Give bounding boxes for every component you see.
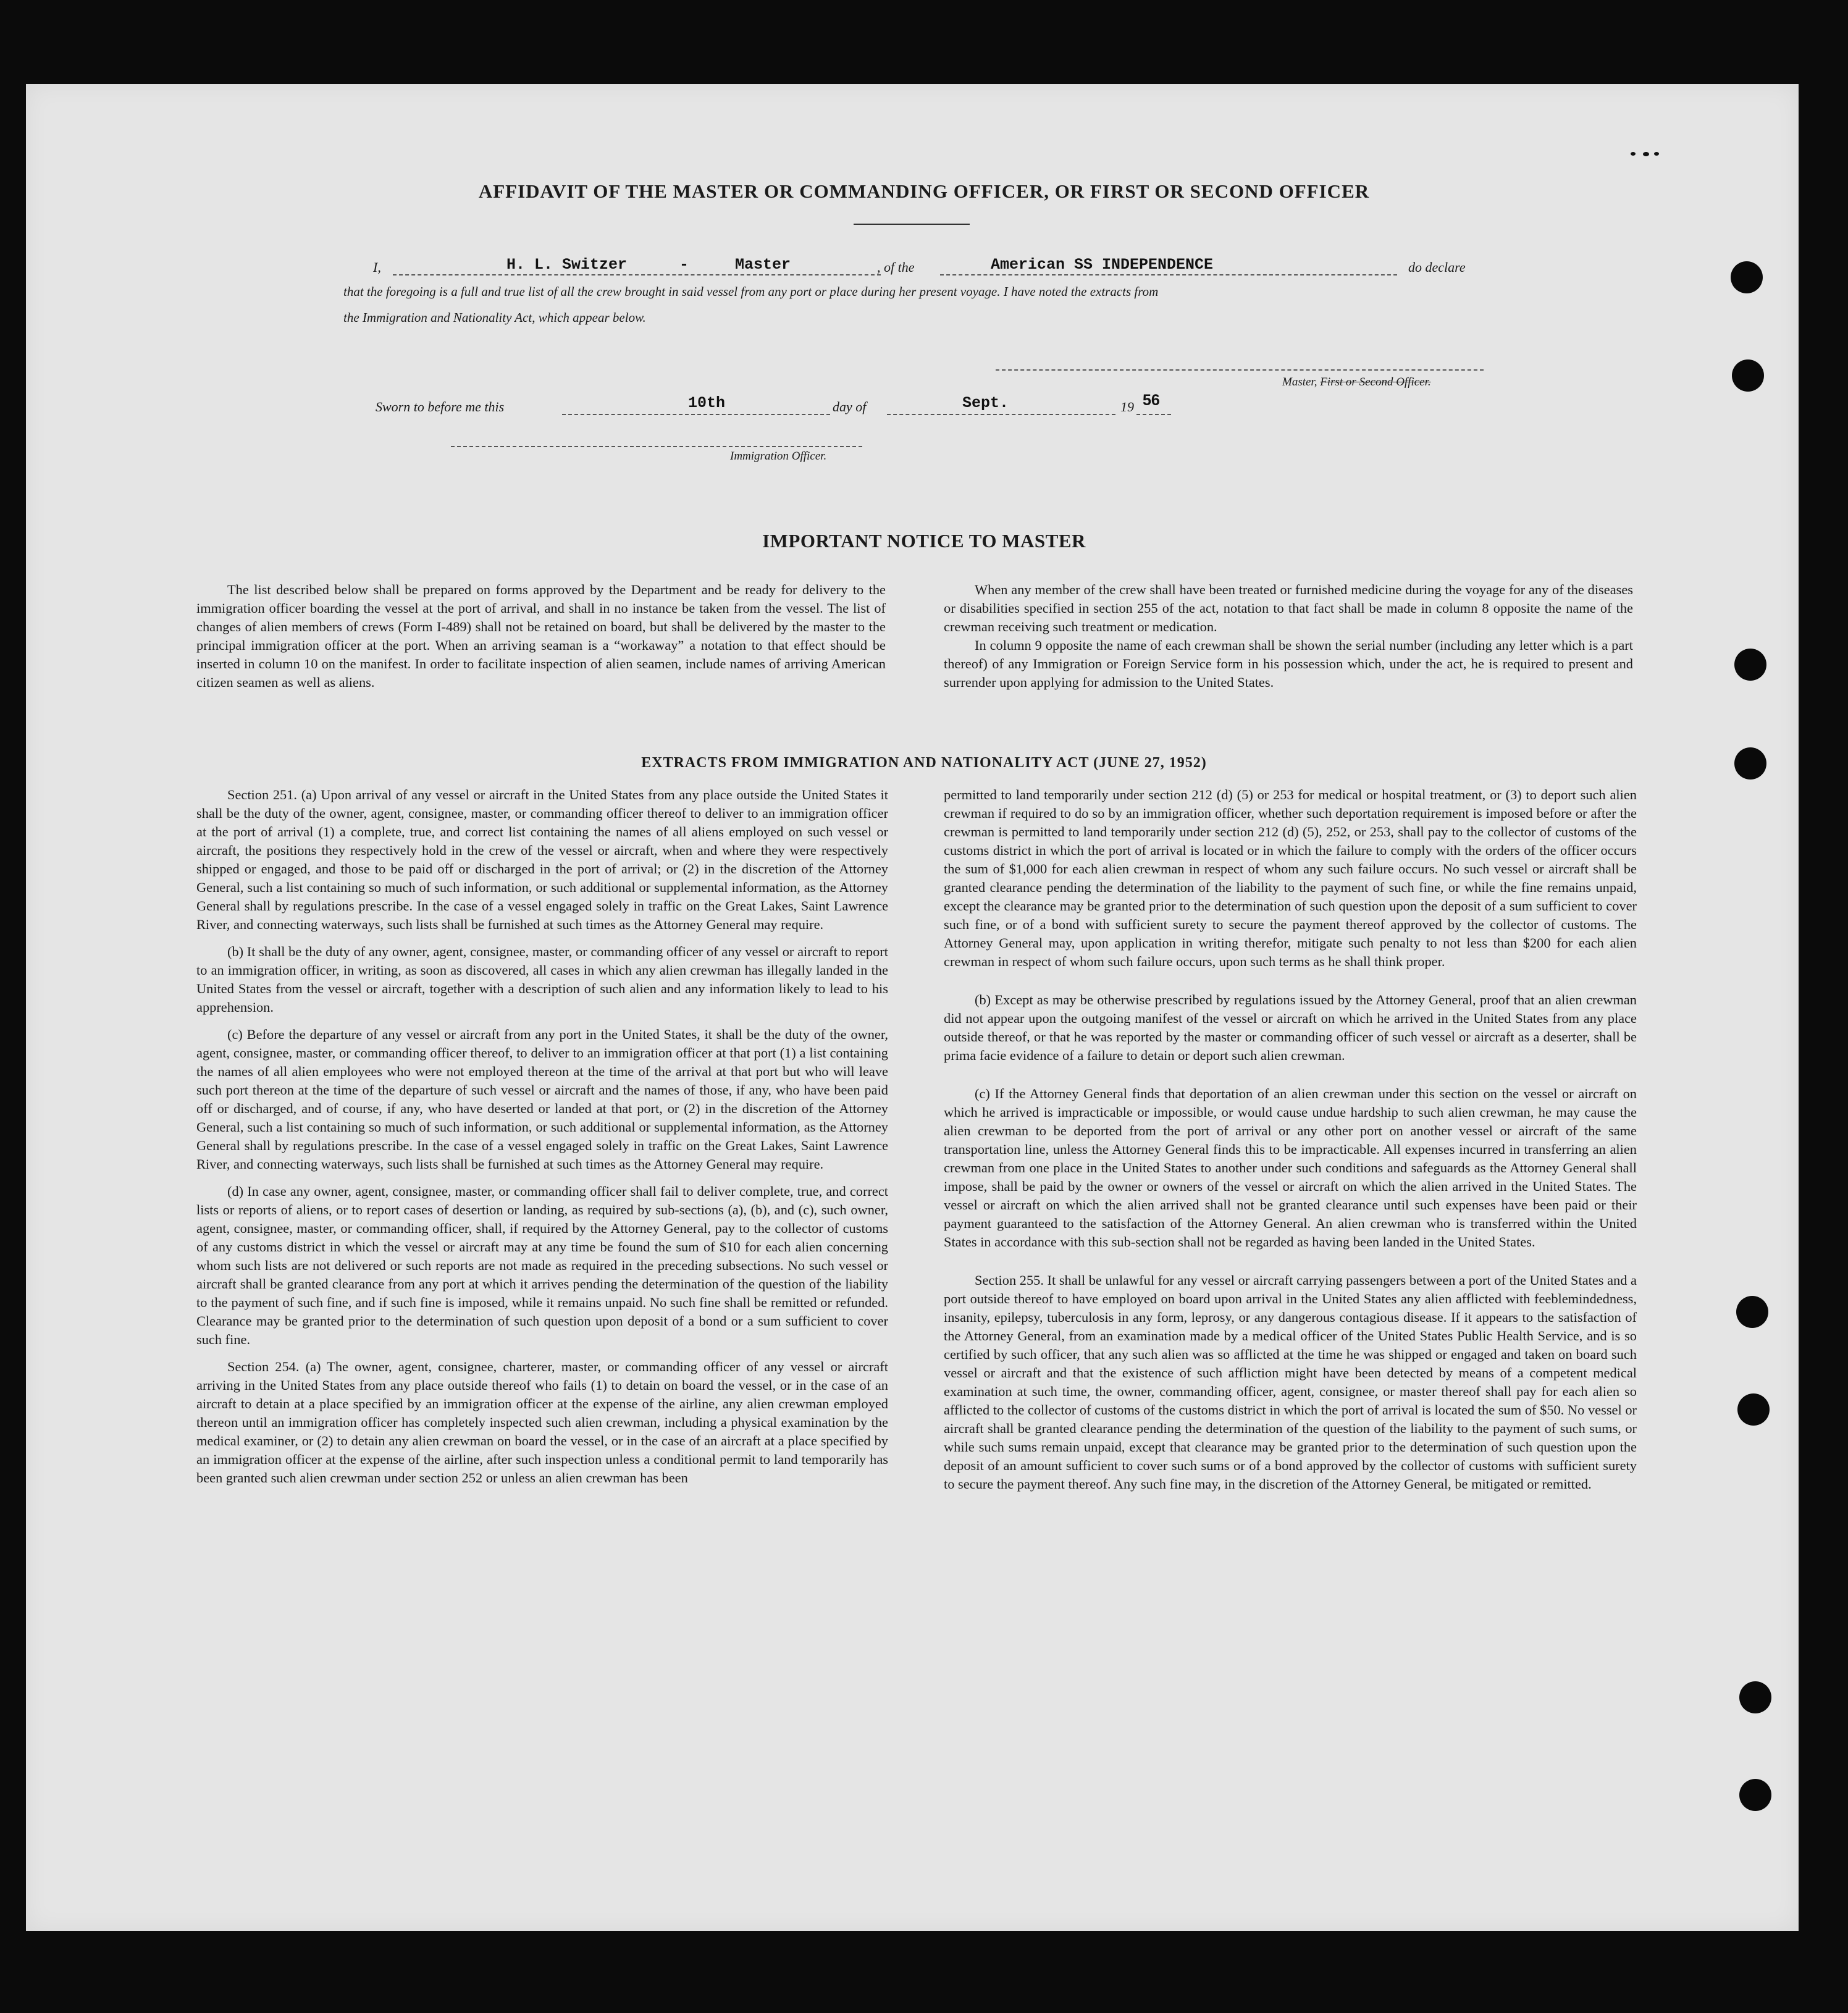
sworn-month: Sept. — [962, 394, 1009, 412]
section-254-a: Section 254. (a) The owner, agent, consignee, charterer, master, or commanding officer of any vessel or aircraft arriving in the United States from any place outside thereof who fails (1) to detain on board the vessel, or in the case of an aircraft to detain at a place specified by an immigration officer at the expense of the airline, any alien crewman employed thereon until an immigration officer has completely inspected such alien crewman, including a physical examination by the medical examiner, or (2) to detain any alien crewman on board the vessel, or in the case of an aircraft at a place specified by an immigration officer at the expense of the airline, after such inspection unless a conditional permit to land temporarily has been granted such alien crewman under section 252 or unless an alien crewman has been — [196, 1359, 888, 1486]
section-254-c: (c) If the Attorney General finds that deportation of an alien crewman under this section on the vessel or aircraft on which he arrived is impracticable or impossible, or would cause undue hardship to such alien crewman, he may cause the alien crewman to be deported from the port of arrival or any other port on another vessel or aircraft of the same transportation line, unless the Attorney General finds this to be impracticable. All expenses incurred in transferring an alien crewman from one place in the United States to another under such conditions and safeguards as the Attorney General shall impose, shall be paid by the owner or owners of the vessel or aircraft on which the alien arrived in the United States. The vessel or aircraft on which the alien arrived shall not be granted clearance until such expenses have been paid or their payment guaranteed to the satisfaction of the Attorney General. An alien crewman who is transferred within the United States in accordance with this sub-section shall not be regarded as having been landed in the United States. — [944, 1086, 1637, 1250]
section-255: Section 255. It shall be unlawful for any vessel or aircraft carrying passengers between a port of the United States and a port outside thereof to have employed on board upon arrival in the United States any alien afflicted with feeblemindedness, insanity, epilepsy, tuberculosis in any form, leprosy, or any dangerous contagious disease. If it appears to the satisfaction of the Attorney General, from an examination made by a medical officer of the United States Public Health Service, and is so certified by such officer, that any such alien was so afflicted at the time he was shipped or engaged and taken on board such vessel or aircraft and that the existence of such affliction might have been detected by means of a competent medical examination at such time, the owner, commanding officer, agent, consignee, or master thereof shall pay for each alien so afflicted to the collector of customs of the customs district in which the port of arrival is located the sum of $50. No vessel or aircraft shall be granted clearance pending the determination of the question of the liability to the payment of such sums, or while such sums remain unpaid, except that clearance may be granted prior to the determination of such question upon the deposit of an amount sufficient to cover such sums or of a bond approved by the collector of customs with sufficient surety to secure the payment thereof. Any such fine may, in the discretion of the Attorney General, be mitigated or remitted. — [944, 1272, 1637, 1492]
section-251-a: Section 251. (a) Upon arrival of any vessel or aircraft in the United States from any place outside the United States it shall be the duty of the owner, agent, consignee, master, or commanding officer thereof to deliver to an immigration officer at the port of arrival (1) a complete, true, and correct list containing the names of all aliens employed on such vessel or aircraft, the positions they respectively hold in the crew of the vessel or aircraft, when and where they were respectively shipped or engaged, and those to be paid off or discharged in the port of arrival; or (2) in the discretion of the Attorney General, such a list containing so much of such information, or such additional or supplemental information, as the Attorney General shall by regulations prescribe. In the case of a vessel engaged solely in traffic on the Great Lakes, Saint Lawrence River, and connecting waterways, such lists shall be furnished at such times as the Attorney General may require. — [196, 787, 888, 932]
notice-right-column — [944, 581, 1633, 692]
year-prefix: 19 — [1120, 399, 1134, 414]
name-blank — [393, 274, 881, 275]
notice-right-paragraph-2: In column 9 opposite the name of each crewman shall be shown the serial number (including any letter which is a part thereof) of any Immigration or Foreign Service form in his possession which, under the act, he is required to present and surrender upon applying for admission to the United States. — [944, 637, 1633, 690]
scan-speck — [1643, 152, 1649, 156]
binder-hole-6 — [1737, 1393, 1770, 1426]
master-name: H. L. Switzer — [506, 256, 628, 274]
binder-hole-1 — [1731, 261, 1763, 293]
scan-background-right — [1799, 0, 1848, 2013]
section-251-d: (d) In case any owner, agent, consignee, master, or commanding officer shall fail to deliver complete, true, and correct lists or reports of aliens, or to report cases of desertion or landing, as required by sub-sections (a), (b), and (c), such owner, agent, consignee, master, or commanding officer, shall, if required by the Attorney General, pay to the collector of customs of any customs district in which the vessel or aircraft may at any time be found the sum of $10 for each alien concerning whom such lists are not delivered or such reports are not made as required in the preceding subsections. No such vessel or aircraft shall be granted clearance from any port at which it arrives pending the determination of the question of the liability to the payment of such fine, and if such fine is imposed, while it remains unpaid. No such fine shall be remitted or refunded. Clearance may be granted prior to the determination of such question upon deposit of a bond or a sum sufficient to cover such fine. — [196, 1183, 888, 1347]
title-divider — [854, 224, 970, 225]
affidavit-line-2: that the foregoing is a full and true list of all the crew brought in said vessel from any port or place during her present voyage. I have noted the extracts from — [343, 284, 1159, 299]
immigration-officer-line — [451, 446, 862, 447]
caption-master: Master, — [1282, 376, 1317, 389]
extracts-right-column — [944, 786, 1637, 1502]
immigration-officer-caption: Immigration Officer. — [730, 450, 827, 463]
section-254-a-continued: permitted to land temporarily under section 212 (d) (5) or 253 for medical or hospital treatment, or (3) to deport such alien crewman if required to do so by an immigration officer, whether such deportation requirement is imposed before or after the crewman is permitted to land temporarily under section 212 (d) (5), 252, or 253, shall pay to the collector of customs of the customs district in which the port of arrival is located or in which the failure to comply with the orders of the officer occurs the sum of $1,000 for each alien crewman in respect of whom any such failure occurs. No such vessel or aircraft shall be granted clearance pending the determination of the liability to the payment of such fine, or while the fine remains unpaid, except the clearance may be granted prior to the determination of such question upon the deposit of a sum sufficient to cover such fine, or of a bond with sufficient surety to secure the payment thereof approved by the collector of customs. The Attorney General may, upon application in writing therefor, mitigate such penalty to not less than $200 for each alien crewman in respect of whom such failure occurs, upon such terms as he shall think proper. — [944, 787, 1637, 969]
sworn-day-blank — [562, 414, 830, 415]
vessel-name: American SS INDEPENDENCE — [991, 256, 1214, 274]
of-the-label: , of the — [877, 259, 915, 275]
binder-hole-2 — [1732, 359, 1764, 392]
extracts-left-column — [196, 786, 888, 1496]
master-rank: Master — [735, 256, 791, 274]
binder-hole-7 — [1739, 1681, 1771, 1713]
affidavit-line-3: the Immigration and Nationality Act, which appear below. — [343, 310, 646, 325]
signature-caption — [1282, 376, 1431, 389]
master-signature-line — [996, 369, 1484, 371]
scan-background-bottom — [0, 1931, 1848, 2013]
scan-background-top — [0, 0, 1848, 84]
year-blank — [1136, 414, 1171, 415]
caption-struck-officer: First or Second Officer. — [1320, 376, 1431, 389]
sworn-day: 10th — [688, 394, 726, 412]
notice-title: IMPORTANT NOTICE TO MASTER — [762, 530, 1086, 552]
notice-left-paragraph: The list described below shall be prepared on forms approved by the Department and be ready for delivery to the immigration officer boarding the vessel at the port of arrival, and shall in no instance be taken from the vessel. The list of changes of alien members of crews (Form I-489) shall not be retained on board, but shall be delivered by the master to the principal immigration officer at the port. When an arriving seaman is a “workaway” a notation to that effect should be inserted in column 10 on the manifest. In order to facilitate inspection of alien seamen, include names of arriving American citizen seamen as well as aliens. — [196, 582, 886, 690]
affidavit-title: AFFIDAVIT OF THE MASTER OR COMMANDING OFFICER, OR FIRST OR SECOND OFFICER — [478, 180, 1370, 202]
notice-left-column — [196, 581, 886, 692]
scan-speck — [1631, 152, 1636, 156]
binder-hole-8 — [1739, 1779, 1771, 1811]
do-declare-label: do declare — [1408, 259, 1466, 275]
vessel-blank — [940, 274, 1397, 275]
notice-right-paragraph-1: When any member of the crew shall have been treated or furnished medicine during the voyage for any of the diseases or disabilities specified in section 255 of the act, notation to that fact shall be made in column 8 opposite the name of the crewman receiving such treatment or medication. — [944, 582, 1633, 634]
extracts-title: EXTRACTS FROM IMMIGRATION AND NATIONALITY ACT (JUNE 27, 1952) — [641, 755, 1207, 771]
day-of-label: day of — [833, 399, 867, 414]
i-label: I, — [373, 259, 381, 275]
year-suffix: 56 — [1143, 392, 1160, 409]
scan-speck — [1654, 152, 1659, 156]
binder-hole-5 — [1736, 1296, 1768, 1328]
sworn-month-blank — [887, 414, 1115, 415]
section-251-c: (c) Before the departure of any vessel or aircraft from any port in the United States, it shall be the duty of the owner, agent, consignee, master, or commanding officer thereof, to deliver to an immigration officer at that port (1) a list containing the names of all alien employees who were not employed thereon at the time of the arrival at that port but who will leave such port thereon at the time of the departure of such vessel or aircraft and the names of those, if any, who have been paid off or discharged, and of course, if any, who have deserted or landed at that port, or (2) in the discretion of the Attorney General, such a list containing so much of such information, or such additional or supplemental information, as the Attorney General shall by regulations prescribe. In the case of a vessel engaged solely in traffic on the Great Lakes, Saint Lawrence River, and connecting waterways, such lists shall be furnished at such times as the Attorney General may require. — [196, 1027, 888, 1172]
sworn-label: Sworn to before me this — [376, 399, 505, 414]
section-251-b: (b) It shall be the duty of any owner, agent, consignee, master, or commanding officer of any vessel or aircraft to report to an immigration officer, in writing, as soon as discovered, all cases in which any alien crewman has illegally landed in the United States from the vessel or aircraft, together with a description of such alien and any information likely to lead to his apprehension. — [196, 944, 888, 1015]
binder-hole-3 — [1734, 649, 1766, 681]
section-254-b: (b) Except as may be otherwise prescribed by regulations issued by the Attorney General, proof that an alien crewman did not appear upon the outgoing manifest of the vessel or aircraft on which he arrived in the United States from any place outside thereof, or that he was reported by the master or commanding officer of such vessel or aircraft as a deserter, shall be prima facie evidence of a failure to detain or deport such alien crewman. — [944, 992, 1637, 1063]
name-separator: - — [679, 256, 689, 274]
